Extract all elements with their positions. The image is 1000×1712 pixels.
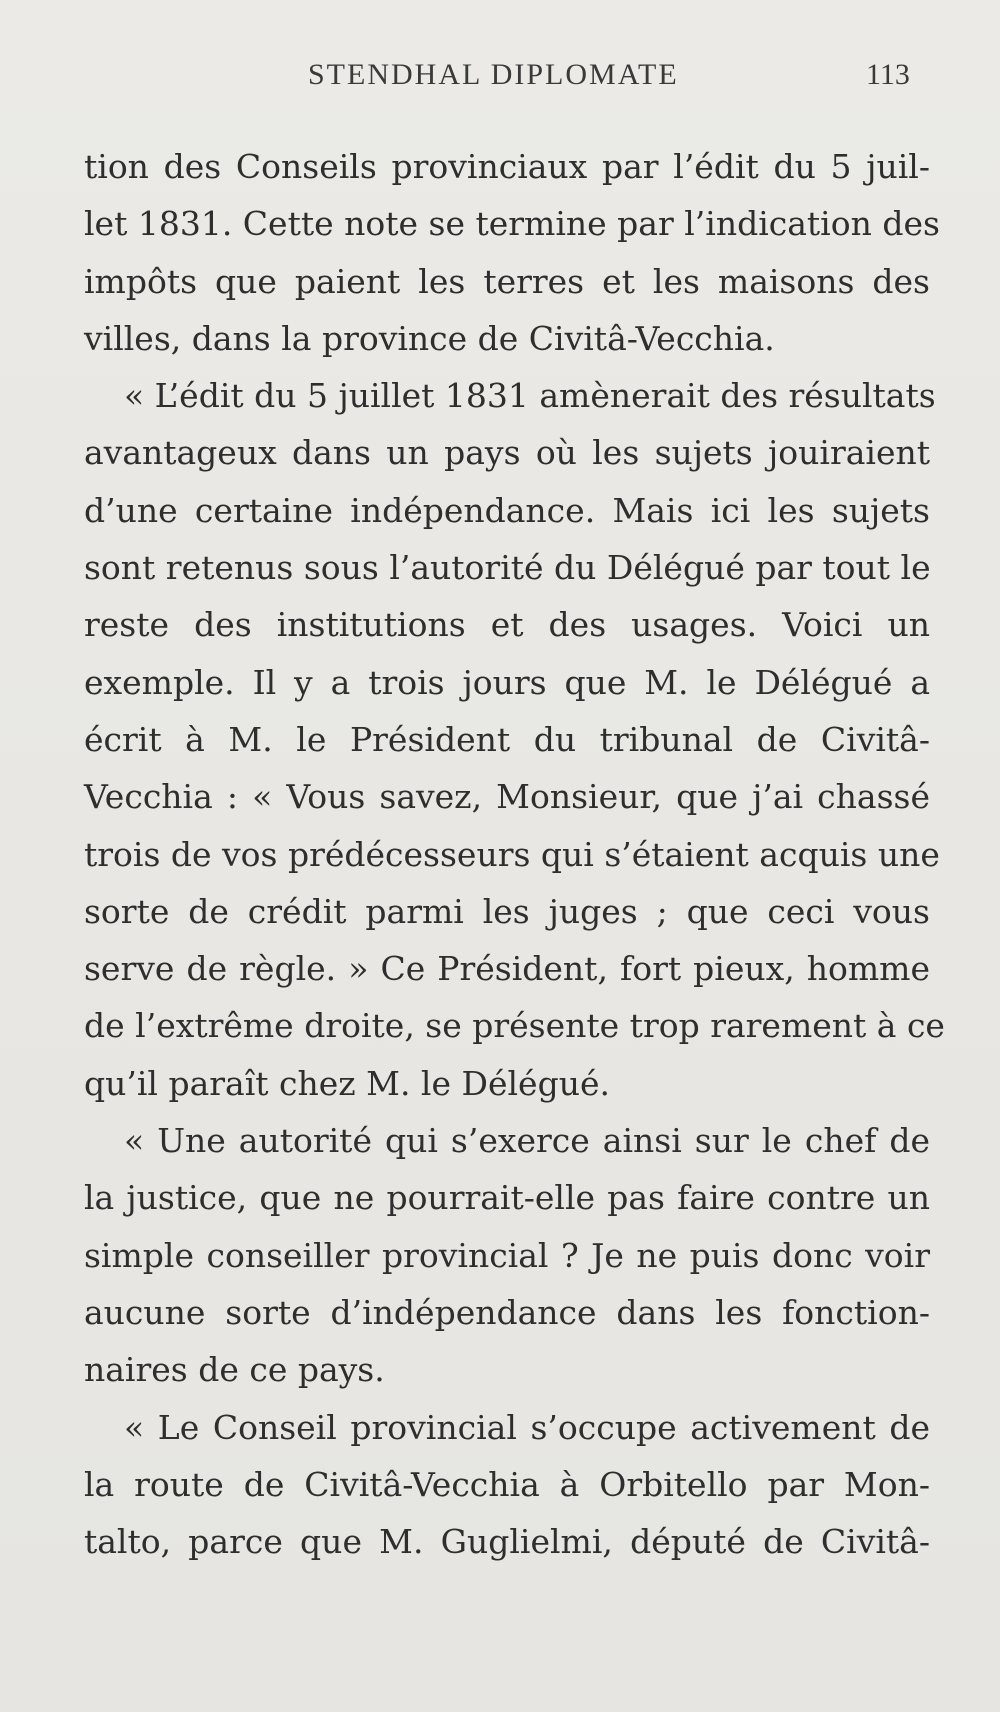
text-line: tion des Conseils provinciaux par l’édit du 5 juil- — [84, 147, 930, 186]
text-line: exemple. Il y a trois jours que M. le Délégué a — [84, 662, 930, 702]
text-line: impôts que paient les terres et les maisons des — [84, 261, 930, 301]
text-line: trois de vos prédécesseurs qui s’étaient acquis une — [84, 834, 940, 874]
text-line: qu’il paraît chez M. le Délégué. — [84, 1063, 610, 1103]
page-number: 113 — [866, 58, 910, 91]
text-line: avantageux dans un pays où les sujets jouiraient — [84, 433, 930, 473]
text-line: talto, parce que M. Guglielmi, député de Civitâ- — [84, 1522, 930, 1562]
running-head-title: STENDHAL DIPLOMATE — [308, 58, 679, 91]
text-line: la route de Civitâ-Vecchia à Orbitello par Mon- — [84, 1464, 930, 1504]
text-line: serve de règle. » Ce Président, fort pieux, homme — [84, 949, 930, 989]
text-line: simple conseiller provincial ? Je ne puis donc voir — [84, 1235, 930, 1275]
running-head — [0, 58, 1000, 98]
text-line: reste des institutions et des usages. Voici un — [84, 605, 930, 645]
text-line: « L’édit du 5 juillet 1831 amènerait des résultats — [124, 376, 936, 416]
text-line: « Une autorité qui s’exerce ainsi sur le chef de — [124, 1121, 930, 1161]
body-text — [84, 138, 945, 1570]
text-line: de l’extrême droite, se présente trop rarement à ce — [84, 1006, 945, 1046]
text-line: sorte de crédit parmi les juges ; que ceci vous — [84, 891, 930, 931]
text-line: Vecchia : « Vous savez, Monsieur, que j’ai chassé — [84, 777, 930, 817]
text-line: let 1831. Cette note se termine par l’indication des — [84, 204, 940, 244]
text-line: la justice, que ne pourrait-elle pas faire contre un — [84, 1178, 930, 1218]
text-line: « Le Conseil provincial s’occupe activement de — [124, 1407, 930, 1447]
text-line: sont retenus sous l’autorité du Délégué par tout le — [84, 548, 931, 588]
text-line: écrit à M. le Président du tribunal de Civitâ- — [84, 719, 930, 759]
text-line: villes, dans la province de Civitâ-Vecchia. — [84, 318, 775, 358]
text-line: d’une certaine indépendance. Mais ici les sujets — [84, 490, 930, 530]
text-line: naires de ce pays. — [84, 1350, 385, 1390]
text-line: aucune sorte d’indépendance dans les fonction- — [84, 1292, 930, 1332]
